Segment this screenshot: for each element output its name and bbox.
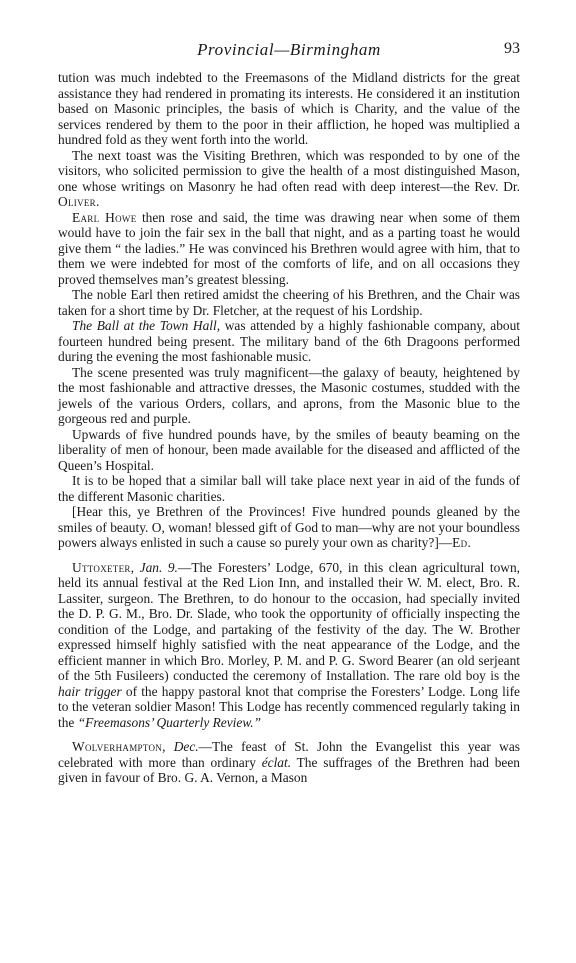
paragraph-similar-ball: It is to be hoped that a similar ball will take place next year in aid of the funds of the different Masonic charities. <box>58 473 520 504</box>
paragraph-uttoxeter: Uttoxeter, Jan. 9.—The Foresters’ Lodge, 670, in this clean agricultural town, held its annual festival at the Red Lion Inn, and installed their W. M. elect, Bro. R. Lassiter, surgeon. The Brethren, to do honour to the occasion, had specially invited the D. P. G. M., Bro. Dr. Slade, who took the opportunity of officially inspecting the condition of the Lodge, and partaking of the festivity of the day. The W. Brother expressed himself highly satisfied with the neat appearance of the Lodge, and the efficient manner in which Bro. Morley, P. M. and P. G. Sword Bearer (an old serjeant of the 5th Fusileers) conducted the ceremony of Installation. The rare old boy is the hair trigger of the happy pastoral knot that comprise the Foresters’ Lodge. Long life to the veteran soldier Mason! This Lodge has recently commenced regularly taking in the “Freemasons’ Quarterly Review.” <box>58 559 521 730</box>
paragraph-scene: The scene presented was truly magnificent—the galaxy of beauty, heightened by the most fashionable and attractive dresses, the Masonic costumes, studded with the jewels of the various Orders, collars, and aprons, from the Masonic blue to the gorgeous red and purple. <box>58 364 520 426</box>
page-header <box>58 40 520 62</box>
paragraph-wolverhampton: Wolverhampton, Dec.—The feast of St. John the Evangelist this year was celebrated with more than ordinary éclat. The suffrages of the Brethren had been given in favour of Bro. G. A. Vernon, a Mason <box>58 739 520 785</box>
page-number: 93 <box>504 40 520 57</box>
body-text <box>58 70 520 786</box>
paragraph-editor-note: [Hear this, ye Brethren of the Provinces! Five hundred pounds gleaned by the smiles of beauty. O, woman! blessed gift of God to man—why are not your boundless powers always enlisted in such a cause so purely your own as charity?]—Ed. <box>58 504 520 550</box>
paragraph-town-hall-ball: The Ball at the Town Hall, was attended by a highly fashionable company, about fourteen hundred being present. The military band of the 6th Dragoons performed during the evening the most fashionable music. <box>58 318 521 364</box>
paragraph-five-hundred-pounds: Upwards of five hundred pounds have, by the smiles of beauty beaming on the liberality of men of honour, been made available for the diseased and afflicted of the Queen’s Hospital. <box>58 426 520 473</box>
paragraph-visiting-brethren: The next toast was the Visiting Brethren, which was responded to by one of the visitors, who solicited permission to give the health of a most distinguished Mason, one whose writings on Masonry he had often read with deep interest—the Rev. Dr. Oliver. <box>58 147 520 209</box>
paragraph-noble-earl: The noble Earl then retired amidst the cheering of his Brethren, and the Chair was taken for a short time by Dr. Fletcher, at the request of his Lordship. <box>58 287 520 318</box>
paragraph-continuation: tution was much indebted to the Freemasons of the Midland districts for the great assistance they had rendered in promating its interests. He considered it an institution based on Masonic principles, the basis of which is Charity, and the value of the services rendered by them to the poor in their affliction, he hoped was multiplied a hundred fold as they went forth into the world. <box>58 70 520 147</box>
running-title: Provincial—Birmingham <box>197 40 381 59</box>
paragraph-earl-howe: Earl Howe then rose and said, the time was drawing near when some of them would have to join the fair sex in the ball that night, and as a parting toast he would give them “ the ladies.” He was convinced his Brethren would agree with him, that to them we were indebted for most of the comforts of life, and on all occasions they proved themselves man’s greatest blessing. <box>58 209 521 287</box>
